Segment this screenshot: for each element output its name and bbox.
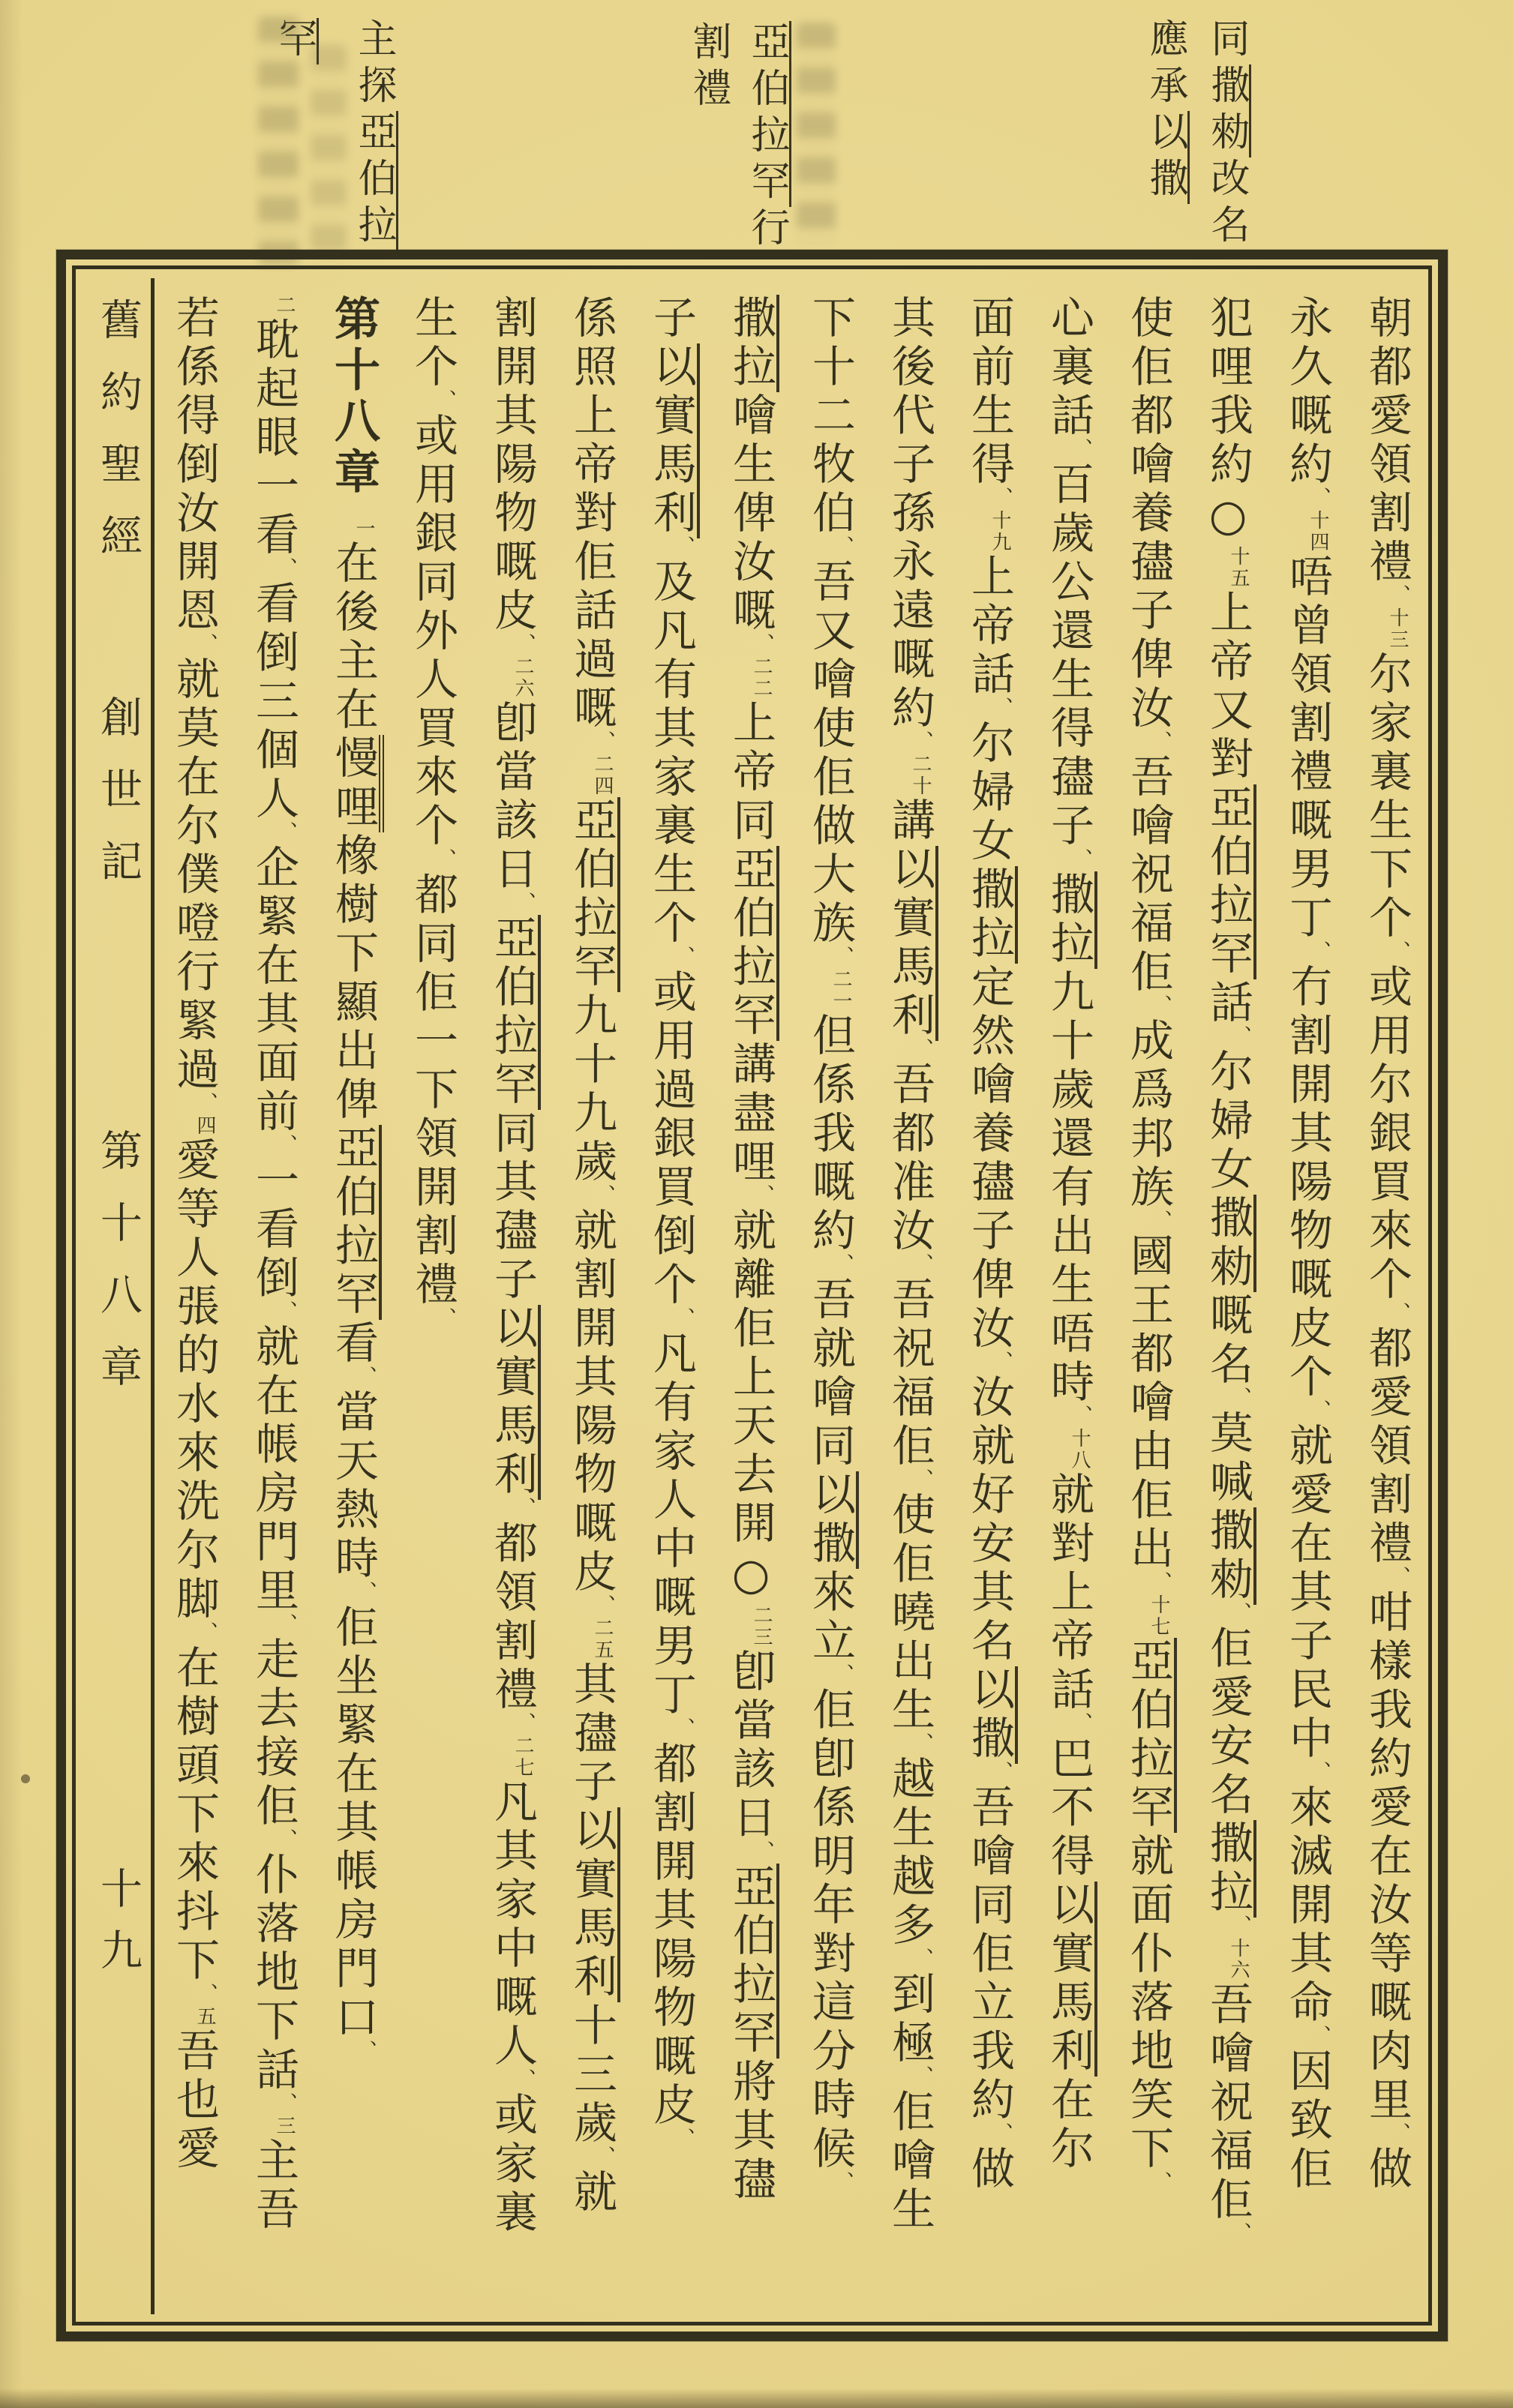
- ideographic-comma: 、: [512, 1497, 536, 1517]
- proper-name: 亞伯拉罕: [566, 797, 620, 992]
- ideographic-comma: 、: [1069, 1405, 1092, 1425]
- text-column-11: 係照上帝對佢話過嘅、二四亞伯拉罕九十九歲、就割開其陽物嘅皮、二五其孻子以實馬利十三歲、就: [552, 278, 632, 2314]
- text-column-3: 犯哩我約○十五上帝又對亞伯拉罕話、尔婦女撒勑嘅名、莫喊撒勑、佢愛安名撒拉、十六吾噲祝福佢、: [1188, 278, 1268, 2314]
- ideographic-comma: 、: [1069, 438, 1092, 458]
- ideographic-comma: 、: [989, 2122, 1013, 2143]
- margin-note-column: 應承以撒: [1141, 18, 1189, 250]
- ideographic-comma: 、: [989, 487, 1013, 507]
- ideographic-comma: 、: [1148, 730, 1172, 751]
- proper-name: 亞伯拉: [351, 111, 398, 250]
- ideographic-comma: 、: [671, 1717, 695, 1738]
- proper-name: 以實馬利: [487, 1305, 541, 1500]
- page-frame: [56, 250, 1448, 2341]
- ideographic-comma: 、: [194, 633, 218, 653]
- ideographic-comma: 、: [671, 946, 695, 966]
- ideographic-comma: 、: [830, 946, 854, 966]
- place-name: 慢哩: [328, 735, 384, 832]
- proper-name: 撒勑: [1204, 64, 1251, 157]
- ideographic-comma: 、: [671, 1307, 695, 1327]
- ideographic-comma: 、: [1387, 2122, 1410, 2143]
- verse-number: 十五: [1227, 546, 1250, 589]
- section-title: 創世記: [94, 695, 143, 911]
- proper-name: 撒勑: [1202, 1195, 1256, 1292]
- proper-name: 亞伯拉罕: [744, 21, 791, 207]
- ideographic-comma: 、: [1148, 1210, 1172, 1230]
- ideographic-comma: 、: [1148, 1571, 1172, 1591]
- verse-number: 二三: [750, 1605, 773, 1648]
- ideographic-comma: 、: [751, 633, 774, 653]
- ideographic-comma: 、: [353, 2040, 377, 2060]
- ideographic-comma: 、: [512, 1712, 536, 1732]
- margin-note-column: 同撒勑改名: [1202, 18, 1250, 250]
- margin-note-column: 亞伯拉罕行: [743, 21, 791, 253]
- verse-number: 二五: [591, 1618, 614, 1661]
- text-columns: [79, 278, 1427, 2314]
- ideographic-comma: 、: [1148, 994, 1172, 1015]
- verse-number: 二七: [512, 1735, 534, 1779]
- proper-name: 亞伯拉罕: [487, 915, 541, 1110]
- ideographic-comma: 、: [433, 1307, 456, 1327]
- ideographic-comma: 、: [1307, 487, 1331, 507]
- ideographic-comma: 、: [512, 892, 536, 912]
- verse-number: 四: [194, 1115, 216, 1137]
- margin-note-column: [270, 18, 318, 250]
- ideographic-comma: 、: [989, 697, 1013, 717]
- proper-name: 亞伯拉罕: [1123, 1638, 1177, 1833]
- ideographic-comma: 、: [194, 1983, 218, 2003]
- ideographic-comma: 、: [1387, 1566, 1410, 1586]
- ideographic-comma: 、: [592, 2146, 615, 2166]
- ideographic-comma: 、: [910, 1732, 933, 1753]
- ideographic-comma: 、: [751, 1184, 774, 1204]
- verse-number: 五: [194, 2006, 216, 2028]
- verse-number: 十四: [1307, 510, 1329, 553]
- chapter-heading: 第十八章: [327, 295, 380, 499]
- text-column-6: 面前生得、十九上帝話、尔婦女撒拉定然噲養孻子俾汝、汝就好安其名以撒、吾噲同佢立我約、做: [950, 278, 1029, 2314]
- title-column: [85, 278, 155, 2314]
- ideographic-comma: 、: [512, 633, 536, 653]
- ideographic-comma: 、: [274, 1300, 297, 1321]
- ideographic-comma: 、: [830, 2171, 854, 2191]
- proper-name: 撒拉: [964, 866, 1018, 964]
- ideographic-comma: 、: [1307, 940, 1331, 961]
- ideographic-comma: 、: [1387, 940, 1410, 961]
- proper-name: 撒拉: [725, 295, 779, 392]
- proper-name: 以實馬利: [1043, 1882, 1097, 2077]
- ideographic-comma: 、: [910, 1038, 933, 1058]
- text-column-9: 撒拉噲生俾汝嘅、二二上帝同亞伯拉罕講盡哩、就離佢上天去開○二三卽當該日、亞伯拉罕將其孻: [711, 278, 791, 2314]
- ideographic-comma: 、: [433, 389, 456, 409]
- ideographic-comma: 、: [274, 2092, 297, 2113]
- ideographic-comma: 、: [671, 2128, 695, 2148]
- ideographic-comma: 、: [1228, 1387, 1251, 1407]
- book-title: 舊約聖經: [94, 298, 143, 586]
- proper-name: 以實馬利: [646, 343, 700, 538]
- ideographic-comma: 、: [194, 1621, 218, 1642]
- ideographic-comma: 、: [751, 1840, 774, 1861]
- margin-note-sarah-renamed: [1141, 18, 1250, 250]
- title-column-text: [86, 278, 149, 2314]
- ink-speck: [21, 1774, 30, 1783]
- margin-note-column: 割禮: [686, 21, 731, 114]
- margin-note-column: 主探亞伯拉: [350, 18, 398, 250]
- page-number: 十九: [94, 1867, 143, 1990]
- verse-number: 十八: [1068, 1428, 1091, 1471]
- ideographic-comma: 、: [910, 2065, 933, 2086]
- verse-number: 十六: [1227, 1938, 1250, 1981]
- ideographic-comma: 、: [989, 1351, 1013, 1371]
- text-column-7: 其後代子孫永遠嘅約、二十講以實馬利、吾都准汝、吾祝福佢、使佢曉出生、越生越多、到極、佢噲生: [870, 278, 950, 2314]
- ideographic-comma: 、: [1228, 1915, 1251, 1935]
- verse-number: 二四: [591, 754, 614, 797]
- page-frame-inner: [72, 265, 1432, 2326]
- ideographic-comma: 、: [512, 2068, 536, 2089]
- ideographic-comma: 、: [910, 1468, 933, 1489]
- text-column-10: 子以實馬利、及凡有其家裏生个、或用過銀買倒个、凡有家人中嘅男丁、都割開其陽物嘅皮、: [632, 278, 711, 2314]
- ideographic-comma: 、: [274, 1613, 297, 1633]
- text-column-13: 生个、或用銀同外人買來个、都同佢一下領開割禮、: [407, 295, 458, 1327]
- ideographic-comma: 、: [274, 1134, 297, 1154]
- ideographic-comma: 、: [989, 1761, 1013, 1781]
- ideographic-comma: 、: [194, 1092, 218, 1112]
- ink-bleed-through: [797, 22, 836, 247]
- verse-number: 三: [273, 2116, 296, 2137]
- ideographic-comma: 、: [353, 1366, 377, 1386]
- ideographic-comma: 、: [671, 535, 695, 556]
- text-column-8: 下十二牧伯、吾又噲使佢做大族、二一但係我嘅約、吾就噲同以撒來立、佢卽係明年對這分時候、: [791, 278, 870, 2314]
- text-column-15: 二耽起眼一看、看倒三個人、企緊在其面前、一看倒、就在帳房門里、走去接佢、仆落地下話、三主吾: [248, 295, 299, 2235]
- verse-number: 十九: [989, 510, 1011, 553]
- ideographic-comma: 、: [1069, 848, 1092, 868]
- ideographic-comma: 、: [1228, 1025, 1251, 1045]
- ideographic-comma: 、: [274, 821, 297, 841]
- ideographic-comma: 、: [1307, 2025, 1331, 2045]
- ideographic-comma: 、: [910, 1253, 933, 1273]
- text-column-4: 使佢都噲養孻子俾汝、吾噲祝福佢、成爲邦族、國王都噲由佢出、十七亞伯拉罕就面仆落地笑下、: [1109, 278, 1188, 2314]
- ideographic-comma: 、: [910, 1948, 933, 1968]
- text-column-2: 永久嘅約、十四唔曾領割禮嘅男丁、冇割開其陽物嘅皮个、就愛在其子民中、來滅開其命、因致佢: [1282, 295, 1333, 2194]
- margin-note-abraham-circumcised: [684, 21, 791, 253]
- verse-number: 十七: [1148, 1594, 1170, 1638]
- proper-name: 以實馬利: [884, 846, 938, 1041]
- verse-number: 十三: [1386, 607, 1409, 651]
- text-column-16: 若係得倒汝開恩、就莫在尔僕噔行緊過、四愛等人張的水來洗尔脚、在樹頭下來抖下、五吾也愛: [169, 295, 220, 2174]
- proper-name: 亞伯拉罕: [1202, 784, 1256, 979]
- proper-name: 以撒: [964, 1666, 1018, 1764]
- ideographic-comma: 、: [1387, 1302, 1410, 1322]
- text-column-1: 朝都愛領割禮、十三尔家裏生下个、或用尔銀買來个、都愛領割禮、咁樣我約愛在汝等嘅肉里、做: [1361, 295, 1412, 2194]
- ideographic-comma: 、: [274, 557, 297, 577]
- proper-name: 以撒: [1142, 111, 1190, 204]
- text-column-12: 割開其陽物嘅皮、二六卽當該日、亞伯拉罕同其孻子以實馬利、都領割禮、二七凡其家中嘅人、或家裏: [473, 278, 552, 2314]
- verse-number: 二二: [750, 656, 773, 700]
- ideographic-comma: 、: [592, 1594, 615, 1615]
- proper-name: 以撒: [805, 1471, 859, 1569]
- verse-number: 二十: [909, 754, 932, 797]
- ideographic-comma: 、: [1307, 1761, 1331, 1781]
- text-column-5: 心裏話、百歲公還生得孻子、撒拉九十歲還有出生唔時、十八就對上帝話、巴不得以實馬利在尔: [1029, 278, 1109, 2314]
- proper-name: 亞伯拉罕: [725, 1864, 779, 2059]
- proper-name: 亞伯拉罕: [725, 846, 779, 1041]
- ideographic-comma: 、: [1069, 1712, 1092, 1732]
- proper-name: 撒拉: [1043, 871, 1097, 969]
- proper-name: 以實馬利: [566, 1807, 620, 2002]
- ideographic-comma: 、: [1148, 2171, 1172, 2191]
- ideographic-comma: 、: [592, 1184, 615, 1204]
- chapter-marker: 第十八章: [94, 1129, 143, 1417]
- proper-name: 撒拉: [1202, 1820, 1256, 1918]
- ideographic-comma: 、: [830, 1663, 854, 1684]
- ideographic-comma: 、: [1228, 2222, 1251, 2242]
- ideographic-comma: 、: [274, 1828, 297, 1849]
- ideographic-comma: 、: [433, 848, 456, 868]
- proper-name: 撒勑: [1202, 1507, 1256, 1605]
- ideographic-comma: 、: [353, 1581, 377, 1601]
- ideographic-comma: 、: [1307, 1399, 1331, 1420]
- proper-name: 亞伯拉罕: [328, 1125, 382, 1320]
- ideographic-comma: 、: [830, 1253, 854, 1273]
- verse-number: 二六: [512, 656, 534, 700]
- ideographic-comma: 、: [592, 730, 615, 751]
- ideographic-comma: 、: [830, 535, 854, 556]
- verse-number: 二一: [830, 969, 852, 1012]
- proper-name: 罕: [272, 18, 319, 64]
- ideographic-comma: 、: [910, 730, 933, 751]
- text-column-14: 第十八章一在後主在慢哩橡樹下顯出俾亞伯拉罕看、當天熱時、佢坐緊在其帳房門口、: [314, 278, 393, 2314]
- verse-number: 二: [273, 295, 296, 316]
- ideographic-comma: 、: [1387, 584, 1410, 604]
- margin-note-lord-visits-abraham: [270, 18, 398, 250]
- verse-number: 一: [353, 518, 375, 540]
- ideographic-comma: 、: [1228, 1602, 1251, 1622]
